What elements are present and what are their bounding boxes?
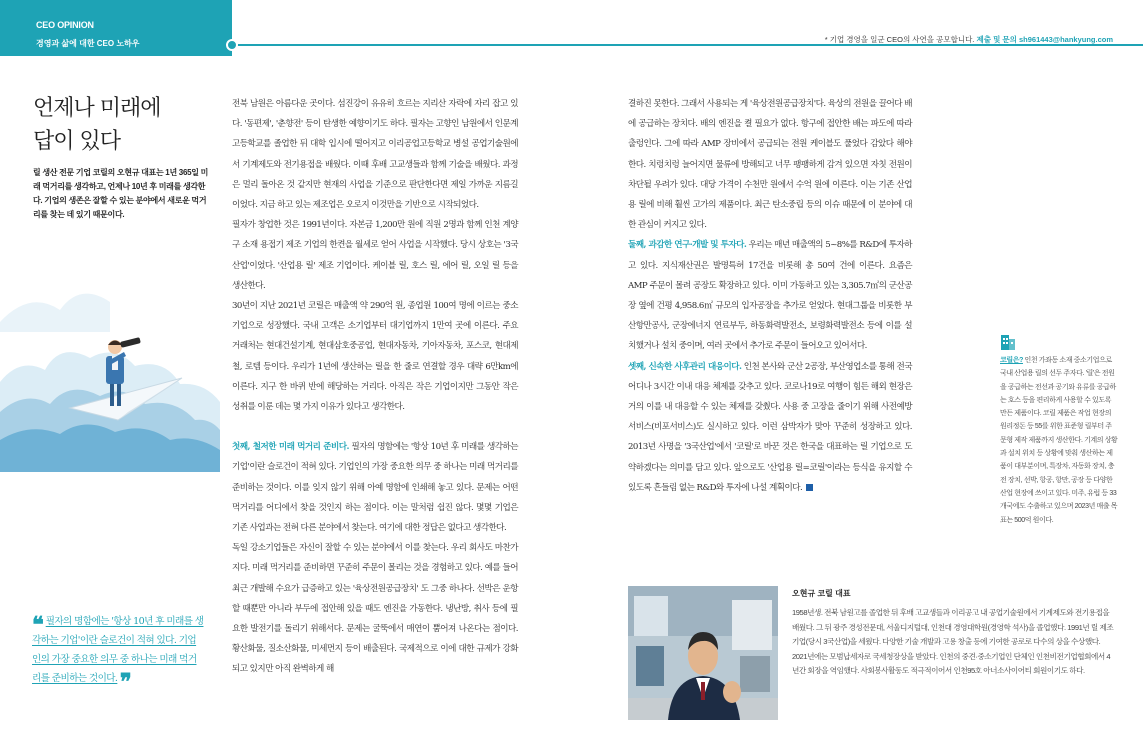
section-header-band xyxy=(0,0,232,56)
subheading-second: 둘째, 과감한 연구·개발 및 투자다. xyxy=(628,240,747,251)
pull-quote xyxy=(32,612,204,694)
paragraph: 30년이 지난 2021년 코릴은 매출액 약 290억 원, 종업원 100여 명에 이르는 중소기업으로 성장했다. 국내 고객은 소기업부터 대기업까지 1만여 곳에 이른다. 주요 거래처는 현대건설기계, 현대삼호중공업, 현대자동차, 기아자동차, 포스코, 현대제철, 로템 등이다. 우리가 1년에 생산하는 릴을 한 줄로 연결할 경우 대략 6만km에 이른다. 지구 한 바퀴 반에 해당하는 거리다. 아직은 작은 기업이지만 그동안 작은 성취를 이룬 데는 몇 가지 이유가 있다고 생각한다. xyxy=(232,301,518,413)
profile-name: 오현규 코릴 대표 xyxy=(792,589,851,598)
paragraph: 필자가 창업한 것은 1991년이다. 자본금 1,200만 원에 직원 2명과 함께 인천 계양구 소재 용접기 제조 기업의 한켠을 월세로 얻어 사업을 시작했다. 당시 상호는 '3국산업'이었다. '산업용 릴' 제조 기업이다. 케이블 릴, 호스 릴, 에어 릴, 오일 릴 등을 생산한다. xyxy=(232,220,518,291)
body-column-2 xyxy=(628,94,912,498)
profile-bio: 1958년생. 전북 남원고를 졸업한 뒤 후배 고교생들과 이리공고 내 공업기술원에서 기계제도와 전기용접을 배웠다. 그 뒤 광주 경성전문대, 서울디지털대, 인천대 경영대학원(경영학 석사)을 졸업했다. 1991년 릴 제조 기업(당시 3국산업)을 세웠다. 다양한 기술 개발과 고용 창출 등에 기여한 공로로 다수의 상을 수상했다. 2021년에는 모범납세자로 국세청장상을 받았다. 인천의 중견·중소기업인 단체인 인천비전기업협회에서 4년간 회장을 역임했다. 사회봉사활동도 적극적이어서 인천95호 아너소사이어티 회원이기도 하다. xyxy=(792,608,1114,676)
paragraph xyxy=(628,357,912,498)
paragraph xyxy=(232,437,518,538)
article-lead: 릴 생산 전문 기업 코릴의 오현규 대표는 1년 365일 미래 먹거리를 생각하고, 언제나 10년 후 미래를 생각한다. 기업의 생존은 잘할 수 있는 분야에서 새로운 먹거리를 찾는 데 있기 때문이다. xyxy=(33,168,209,219)
close-quote-icon: ❞ xyxy=(119,669,132,694)
paragraph-gap xyxy=(232,417,518,437)
paragraph-text: 우리는 매년 매출액의 5~8%를 R&D에 투자하고 있다. 지식재산권은 발명특허 17건을 비롯해 총 50여 건에 이른다. 요즘은 AMP 주문이 몰려 공장도 확장하고 있다. 이미 가동하고 있는 3,305.7㎡의 군산공장 옆에 건평 4,958.6㎡ 규모의 입자공장을 추가로 얻었다. 현대그룹을 비롯한 부산항만공사, 군장에너지 연료부두, 하동화력발전소, 보령화력발전소 등에 이를 설치했거나 설치 중이며, 여러 곳에서 추가로 주문이 들어오고 있어서다. xyxy=(628,240,912,352)
company-note-text: 인천 가좌동 소재 중소기업으로 국내 산업용 릴의 선두 주자다. '릴'은 전원을 공급하는 전선과 공기와 유류를 공급하는 호스 등을 편리하게 사용할 수 있도록 만든 제품이다. 코릴 제품은 작업 현장의 원리정돈 등 55를 위한 표준형 릴부터 주문형 제작 제품까지 생산한다. 기계의 상황과 설치 위치 등 상황에 맞춰 생산하는 제품이 대부분이며, 특장차, 자동화 장치, 충전 장치, 선박, 항공, 항만, 공장 등 다양한 산업 현장에 쓰이고 있다. 미주, 유럽 등 33개국에도 수출하고 있으며 2023년 매출 목표는 500억 원이다. xyxy=(1000,357,1118,524)
company-note-term: 코릴은? xyxy=(1000,357,1023,364)
paragraph-text: 필자의 명함에는 '항상 10년 후 미래를 생각하는 기업'이란 슬로건이 적혀 있다. 기업인의 가장 중요한 의무 중 하나는 미래 먹거리를 준비하는 것이다. 이를 잊지 않기 위해 아예 명함에 인쇄해 놓고 있다. 문제는 어떤 먹거리를 어디에서 찾을 것인지 하는 점이다. 이는 말처럼 쉽진 않다. 몇몇 기업은 기존 사업과는 전혀 다른 분야에서 찾는다. 여기에 대한 정답은 없다고 생각한다. xyxy=(232,442,518,534)
body-column-1 xyxy=(232,94,518,680)
company-note xyxy=(1000,354,1118,527)
open-quote-icon: ❝ xyxy=(32,612,44,637)
article-end-icon xyxy=(806,484,813,491)
contact-email[interactable]: 제출 및 문의 sh961443@hankyung.com xyxy=(976,35,1113,44)
section-subtitle: 경영과 삶에 대한 CEO 노하우 xyxy=(36,39,140,48)
submission-notice xyxy=(825,34,1113,45)
paragraph: 전북 남원은 아름다운 곳이다. 섬진강이 유유히 흐르는 지리산 자락에 자리 잡고 있다. '동편제', '춘향전' 등이 탄생한 예향이기도 하다. 필자는 고향인 남원에서 인문계 고등학교를 졸업한 뒤 대학 입시에 떨어지고 이리공업고등학교 병설 공업기술원에서 기계제도와 전기용접을 배웠다. 이때 후배 고교생들과 함께 기술을 배웠다. 과정은 멀리 돌아온 것 같지만 현재의 사업을 기준으로 판단한다면 제일 가까운 지름길이었다. 지금 하고 있는 제조업은 오로지 이것만을 기반으로 시작되었다. xyxy=(232,99,518,211)
article-title xyxy=(33,92,213,158)
building-icon xyxy=(1000,332,1016,350)
paragraph: 독일 강소기업들은 자신이 잘할 수 있는 분야에서 이를 찾는다. 우리 회사도 마찬가지다. 미래 먹거리를 준비하면 꾸준히 주문이 몰리는 것을 경험하고 있다. 예를 들어 최근 개발해 수요가 급증하고 있는 '육상전원공급장치' 도 그중 하나다. 선박은 운항할 때뿐만 아니라 부두에 접안해 있을 때도 엔진을 가동한다. 냉난방, 취사 등에 필요한 발전기를 돌리기 위해서다. 문제는 굴뚝에서 매연이 뿜어져 나온다는 점이다. 황산화물, 질소산화물, 미세먼지 등이 배출된다. 국제적으로 이에 대한 규제가 강화되고 있지만 아직 완벽하게 해 xyxy=(232,543,518,675)
ceo-photo xyxy=(628,586,778,720)
header-rule-dot xyxy=(226,39,238,51)
subheading-third: 셋째, 신속한 사후관리 대응이다. xyxy=(628,361,742,372)
paragraph xyxy=(628,235,912,356)
subheading-first: 첫째, 철저한 미래 먹거리 준비다. xyxy=(232,442,349,453)
section-label: CEO OPINION xyxy=(36,20,94,30)
title-line-1: 언제나 미래에 xyxy=(33,96,161,121)
paragraph: 결하진 못한다. 그래서 사용되는 게 '육상전원공급장치'다. 육상의 전원을 끌어다 배에 공급하는 장치다. 배의 엔진을 켤 필요가 없다. 항구에 접안한 배는 파도에 따라 출렁인다. 그에 따라 AMP 장비에서 공급되는 전원 케이블도 풀었다 감았다 해야 한다. 치렁치렁 늘어지면 물류에 방해되고 너무 팽팽하게 감겨 있으면 자칫 전원이 차단될 우려가 있다. 대당 가격이 수천만 원에서 수억 원에 이른다. 이는 기존 산업용 릴에 비해 훨씬 고가의 제품이다. 최근 탄소중립 등의 이슈 때문에 이 분야에 대한 관심이 커지고 있다. xyxy=(628,99,912,231)
pull-quote-text: 필자의 명함에는 '항상 10년 후 미래를 생각하는 기업'이란 슬로건이 적혀 있다. 기업인의 가장 중요한 의무 중 하나는 미래 먹거리를 준비하는 것이다. xyxy=(32,616,204,684)
title-line-2: 답이 있다 xyxy=(33,129,121,154)
notice-text: * 기업 경영을 일군 CEO의 사연을 공모합니다. xyxy=(824,35,975,44)
paragraph-text: 인천 본사와 군산 2공장, 부산영업소를 통해 전국 어디나 3시간 이내 대응 체제를 갖추고 있다. 코로나19로 여행이 힘든 해외 현장은 거의 이를 내 대응할 수 있는 체제를 갖췄다. 사용 중 고장을 줄이기 위해 사전예방 서비스(비포서비스)도 실시하고 있다. 이런 삼박자가 맞아 꾸준히 성장하고 있다. 2013년 사명을 '3국산업'에서 '코릴'로 바꾼 것은 한국을 대표하는 릴 기업으로 도약하겠다는 의미를 담고 있다. 앞으로도 '산업용 릴=코릴'이라는 등식을 유지할 수 있도록 흔들림 없는 R&D와 투자에 나설 계획이다. xyxy=(628,361,912,493)
telescope-illustration xyxy=(0,262,220,472)
